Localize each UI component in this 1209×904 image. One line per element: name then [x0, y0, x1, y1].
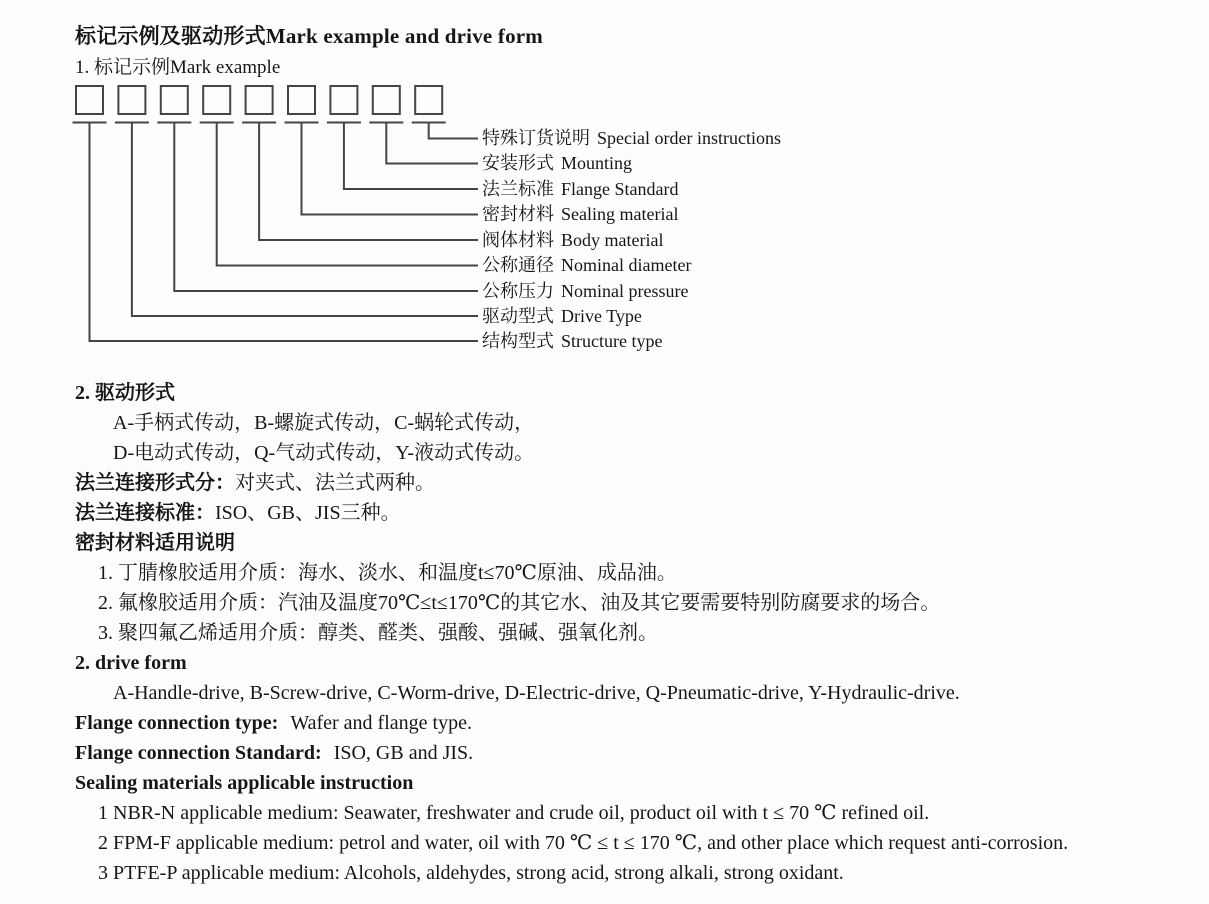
flange-type-cn-value: 对夹式、法兰式两种。	[235, 472, 435, 494]
sealing-cn-heading: 密封材料适用说明	[75, 532, 235, 554]
label-cn: 结构型式	[482, 331, 554, 351]
connector-line	[217, 123, 478, 266]
drive-form-cn-heading: 2. 驱动形式	[75, 382, 175, 404]
sealing-en-item3: 3 PTFE-P applicable medium: Alcohols, aldehydes, strong acid, strong alkali, strong oxidant.	[98, 862, 844, 884]
drive-form-cn-line2: D-电动式传动，Q-气动式传动，Y-液动式传动。	[113, 442, 535, 464]
connector-line	[386, 123, 478, 164]
mark-box	[161, 86, 188, 114]
flange-standard-cn-line	[75, 501, 401, 525]
label-cn: 驱动型式	[482, 306, 554, 326]
diagram-label-nominal-diameter	[482, 254, 691, 276]
label-cn: 密封材料	[482, 204, 554, 224]
mark-box	[415, 86, 442, 114]
flange-standard-cn-label: 法兰连接标准：	[75, 502, 215, 524]
mark-box	[118, 86, 145, 114]
flange-standard-en-value: ISO, GB and JIS.	[333, 742, 474, 764]
sealing-en-item1: 1 NBR-N applicable medium: Seawater, freshwater and crude oil, product oil with t ≤ 70 ℃ refined oil.	[98, 802, 930, 824]
diagram-label-flange-standard	[482, 178, 678, 200]
diagram-label-structure-type	[482, 330, 662, 352]
diagram-label-drive-type	[482, 305, 642, 327]
label-cn: 特殊订货说明	[482, 128, 590, 148]
page-title: 标记示例及驱动形式Mark example and drive form	[75, 24, 543, 48]
connector-line	[259, 123, 478, 241]
diagram-label-nominal-pressure	[482, 280, 688, 302]
label-cn: 安装形式	[482, 153, 554, 173]
label-cn: 公称通径	[482, 255, 554, 275]
drive-form-en-heading: 2. drive form	[75, 652, 187, 674]
label-cn: 法兰标准	[482, 179, 554, 199]
diagram-label-mounting	[482, 152, 632, 174]
mark-box	[246, 86, 273, 114]
diagram-label-sealing-material	[482, 203, 678, 225]
connector-line	[302, 123, 479, 215]
flange-type-en-value: Wafer and flange type.	[290, 712, 472, 734]
flange-standard-cn-value: ISO、GB、JIS三种。	[215, 502, 401, 524]
sealing-en-item2: 2 FPM-F applicable medium: petrol and water, oil with 70 ℃ ≤ t ≤ 170 ℃, and other place which request anti-corrosion.	[98, 832, 1069, 854]
label-cn: 公称压力	[482, 281, 554, 301]
connector-line	[90, 123, 479, 342]
mark-box	[203, 86, 230, 114]
flange-type-en-line	[75, 711, 472, 735]
drive-form-en-line1: A-Handle-drive, B-Screw-drive, C-Worm-drive, D-Electric-drive, Q-Pneumatic-drive, Y-Hydraulic-drive.	[113, 682, 960, 704]
mark-box	[330, 86, 357, 114]
label-en: Mounting	[561, 153, 633, 173]
label-en: Special order instructions	[597, 128, 781, 148]
label-cn: 阀体材料	[482, 230, 554, 250]
label-en: Drive Type	[561, 306, 642, 326]
flange-type-cn-line	[75, 471, 435, 495]
label-en: Nominal diameter	[561, 255, 692, 275]
connector-line	[132, 123, 478, 317]
sealing-cn-item2: 2. 氟橡胶适用介质：汽油及温度70℃≤t≤170℃的其它水、油及其它要需要特别防腐要求的场合。	[98, 592, 941, 614]
sealing-cn-item1: 1. 丁腈橡胶适用介质：海水、淡水、和温度t≤70℃原油、成品油。	[98, 562, 677, 584]
label-en: Sealing material	[561, 204, 679, 224]
flange-standard-en-line	[75, 741, 473, 765]
label-en: Flange Standard	[561, 179, 679, 199]
mark-box	[76, 86, 103, 114]
flange-standard-en-label: Flange connection Standard:	[75, 742, 322, 764]
mark-box	[373, 86, 400, 114]
connector-line	[429, 123, 478, 139]
mark-example-heading: 1. 标记示例Mark example	[75, 57, 281, 78]
connector-line	[344, 123, 478, 190]
label-en: Nominal pressure	[561, 281, 689, 301]
diagram-label-special-order	[482, 127, 781, 149]
mark-box	[288, 86, 315, 114]
sealing-cn-item3: 3. 聚四氟乙烯适用介质：醇类、醛类、强酸、强碱、强氧化剂。	[98, 622, 658, 644]
drive-form-cn-line1: A-手柄式传动，B-螺旋式传动，C-蜗轮式传动，	[113, 412, 535, 434]
label-en: Structure type	[561, 331, 663, 351]
flange-type-en-label: Flange connection type:	[75, 712, 279, 734]
sealing-en-heading: Sealing materials applicable instruction	[75, 772, 414, 794]
diagram-label-body-material	[482, 229, 663, 251]
flange-type-cn-label: 法兰连接形式分：	[75, 472, 235, 494]
label-en: Body material	[561, 230, 664, 250]
